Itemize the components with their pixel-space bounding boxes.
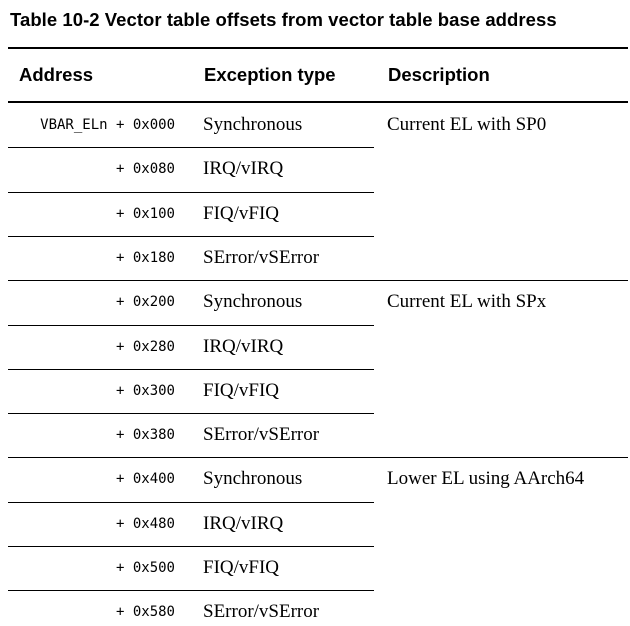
table-caption: Table 10-2 Vector table offsets from vector table base address [10, 9, 557, 30]
row-divider [8, 590, 374, 591]
table-cell-address: + 0x480 [115, 515, 175, 532]
table-cell-description: Current EL with SP0 [387, 114, 547, 135]
table-cell-description: Current EL with SPx [387, 291, 547, 313]
table-cell-address: + 0x180 [115, 249, 175, 266]
table-header-rule [8, 101, 628, 103]
row-divider [8, 192, 374, 193]
table-cell-exception-type: IRQ/vIRQ [203, 512, 284, 534]
table-top-rule [8, 47, 628, 49]
row-divider [8, 236, 374, 237]
group-divider [8, 280, 628, 281]
table-cell-address: + 0x580 [115, 604, 175, 621]
header-description: Description [388, 64, 490, 85]
table-cell-address: + 0x200 [115, 294, 175, 311]
table-cell-exception-type: Synchronous [203, 468, 303, 490]
table-cell-exception-type: FIQ/vFIQ [203, 379, 280, 401]
table-cell-address: + 0x300 [115, 382, 175, 399]
table-cell-exception-type: IRQ/vIRQ [203, 335, 284, 357]
table-cell-address: + 0x080 [115, 161, 175, 178]
header-address: Address [19, 64, 94, 85]
table-cell-exception-type: SError/vSError [203, 601, 320, 623]
table-cell-address: VBAR_ELn + 0x000 [40, 117, 175, 133]
header-exception-type: Exception type [204, 64, 336, 85]
table-cell-exception-type: SError/vSError [203, 424, 320, 446]
table-cell-address: + 0x500 [115, 560, 175, 576]
table-cell-exception-type: SError/vSError [203, 246, 320, 268]
table-cell-address: + 0x280 [115, 338, 175, 355]
table-cell-exception-type: FIQ/vFIQ [203, 557, 280, 578]
row-divider [8, 369, 374, 370]
table-cell-address: + 0x400 [115, 471, 175, 488]
table-cell-exception-type: Synchronous [203, 291, 303, 313]
row-divider [8, 147, 374, 148]
row-divider [8, 325, 374, 326]
table-cell-address: + 0x100 [115, 205, 175, 222]
table-cell-description: Lower EL using AArch64 [387, 468, 585, 490]
table-cell-exception-type: Synchronous [203, 114, 303, 135]
table-cell-exception-type: FIQ/vFIQ [203, 202, 280, 224]
row-divider [8, 413, 374, 414]
table-cell-exception-type: IRQ/vIRQ [203, 158, 284, 180]
row-divider [8, 502, 374, 503]
row-divider [8, 546, 374, 547]
table-cell-address: + 0x380 [115, 427, 175, 444]
group-divider [8, 457, 628, 458]
